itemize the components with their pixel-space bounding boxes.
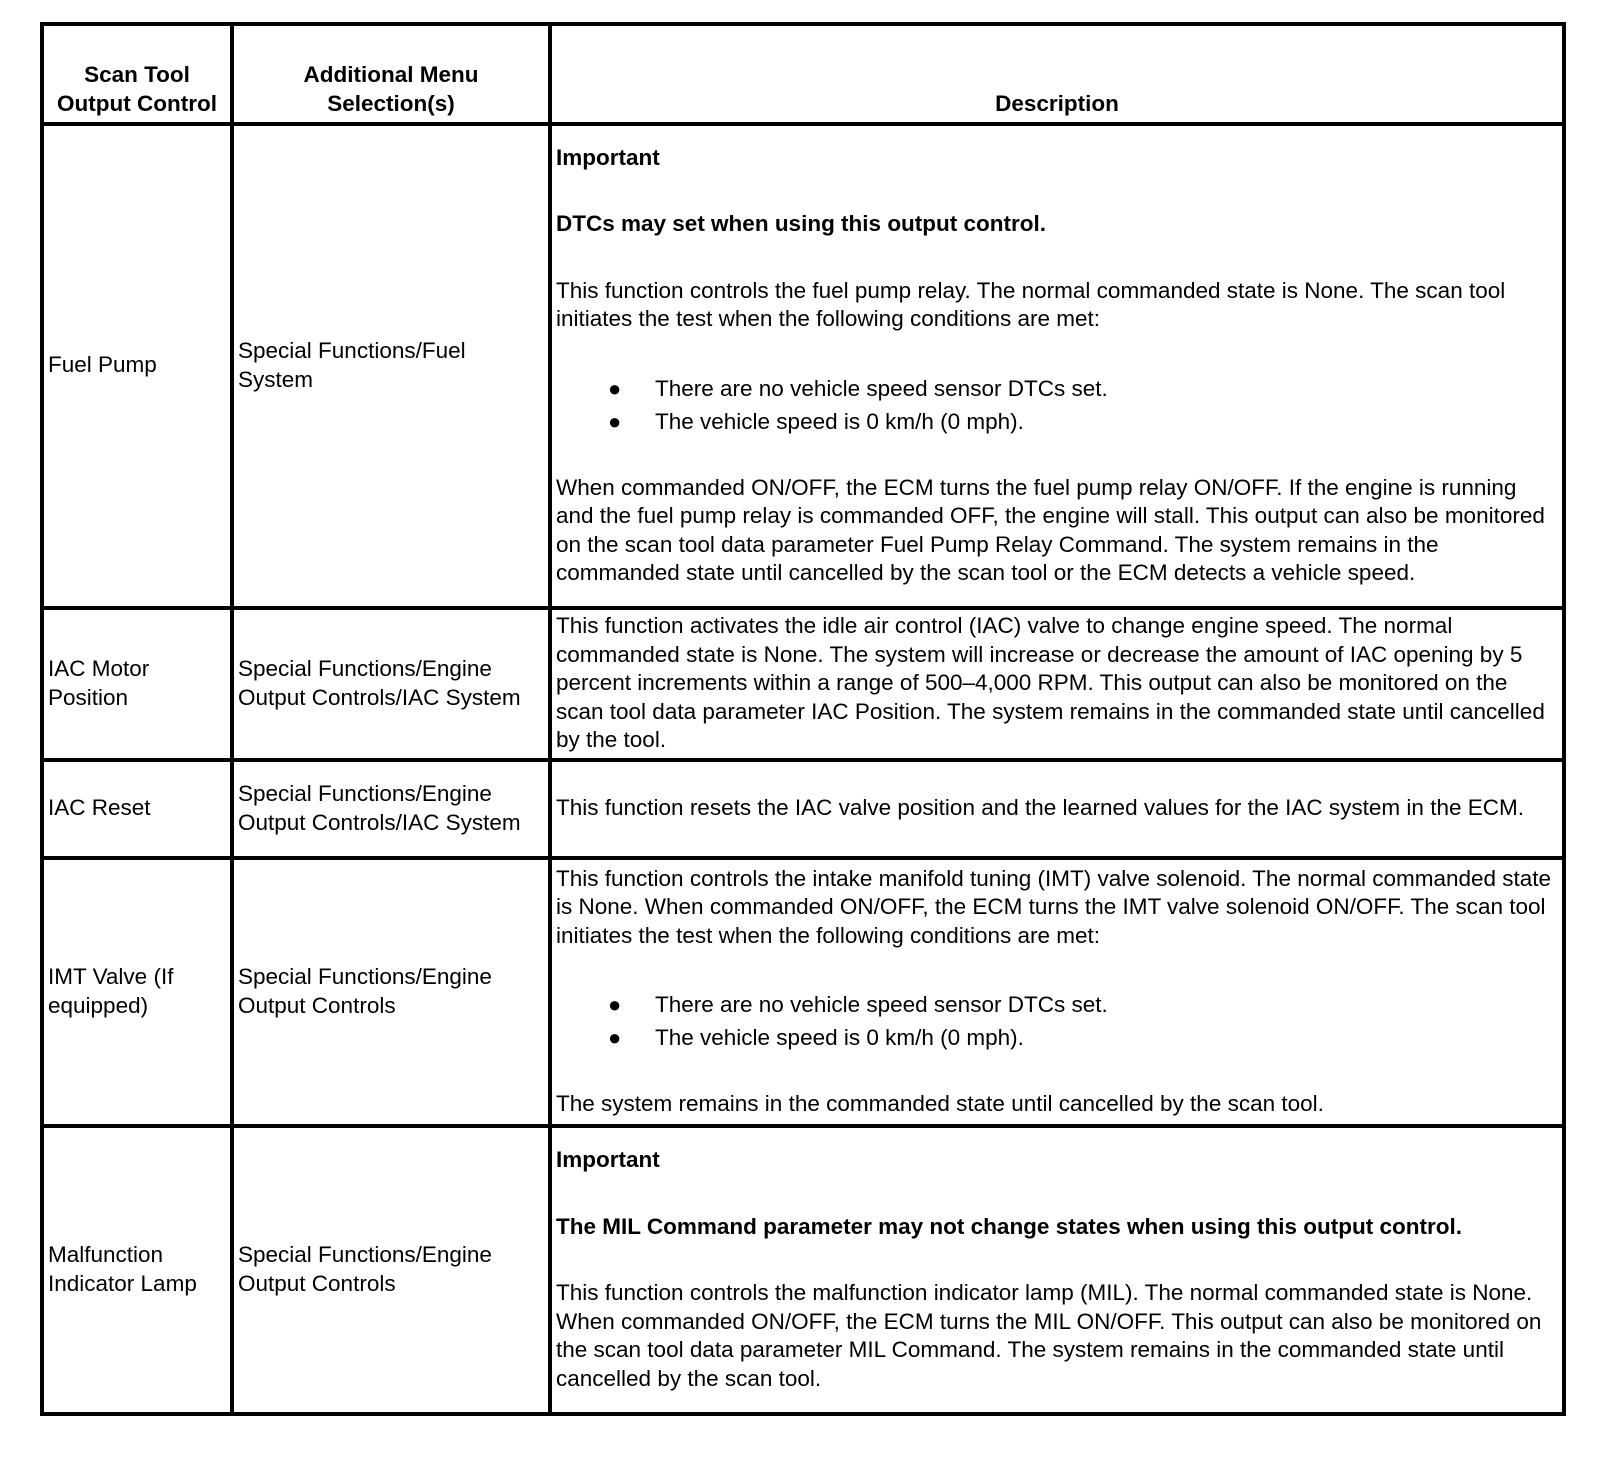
important-label: Important <box>556 1147 660 1172</box>
output-controls-table <box>40 22 1566 1416</box>
bullet-icon: ● <box>608 1025 622 1050</box>
cell-control: IAC Motor Position <box>42 608 232 760</box>
cell-control: IMT Valve (If equipped) <box>42 858 232 1126</box>
cell-description <box>550 124 1564 608</box>
cell-menu: Special Functions/Engine Output Controls <box>232 1126 550 1414</box>
conditions-list <box>556 988 1558 1054</box>
bullet-icon: ● <box>608 408 622 434</box>
description-closing: When commanded ON/OFF, the ECM turns the fuel pump relay ON/OFF. If the engine is running and the fuel pump relay is commanded OFF, the engine will stall. This output can also be monitored on the scan tool data parameter Fuel Pump Relay Command. The system remains in the commanded state until cancelled by the scan tool or the ECM detects a vehicle speed. <box>556 474 1545 585</box>
important-label: Important <box>556 144 660 170</box>
cell-control: IAC Reset <box>42 760 232 858</box>
cell-menu: Special Functions/Fuel System <box>232 124 550 608</box>
list-item: ● The vehicle speed is 0 km/h (0 mph). <box>556 1021 1558 1054</box>
cell-control: Fuel Pump <box>42 124 232 608</box>
table-row-iac-reset <box>42 760 1564 858</box>
important-note: DTCs may set when using this output control. <box>556 211 1047 236</box>
cell-menu: Special Functions/Engine Output Controls/IAC System <box>232 608 550 760</box>
conditions-list <box>556 372 1558 438</box>
bullet-icon: ● <box>608 992 622 1017</box>
list-item: ● The vehicle speed is 0 km/h (0 mph). <box>556 405 1558 438</box>
cell-description <box>550 858 1564 1126</box>
table-row-fuel-pump <box>42 124 1564 608</box>
header-scan-tool-output-control: Scan Tool Output Control <box>42 24 232 124</box>
cell-description <box>550 1126 1564 1414</box>
description-intro: This function controls the fuel pump relay. The normal commanded state is None. The scan tool initiates the test when the following conditions are met: <box>556 277 1506 331</box>
list-item: ● There are no vehicle speed sensor DTCs set. <box>556 988 1558 1021</box>
cell-control: Malfunction Indicator Lamp <box>42 1126 232 1414</box>
bullet-icon: ● <box>608 375 622 401</box>
cell-menu: Special Functions/Engine Output Controls <box>232 858 550 1126</box>
cell-description: This function resets the IAC valve position and the learned values for the IAC system in the ECM. <box>550 760 1564 858</box>
table-row-imt-valve <box>42 858 1564 1126</box>
list-item: ● There are no vehicle speed sensor DTCs set. <box>556 372 1558 405</box>
header-additional-menu-selections: Additional Menu Selection(s) <box>232 24 550 124</box>
cell-description: This function activates the idle air control (IAC) valve to change engine speed. The normal commanded state is None. The system will increase or decrease the amount of IAC opening by 5 percent increments within a range of 500–4,000 RPM. This output can also be monitored on the scan tool data parameter IAC Position. The system remains in the commanded state until cancelled by the tool. <box>550 608 1564 760</box>
description-intro: This function controls the intake manifold tuning (IMT) valve solenoid. The normal commanded state is None. When commanded ON/OFF, the ECM turns the IMT valve solenoid ON/OFF. The scan tool initiates the test when the following conditions are met: <box>556 865 1552 948</box>
description-text: This function controls the malfunction indicator lamp (MIL). The normal commanded state is None. When commanded ON/OFF, the ECM turns the MIL ON/OFF. This output can also be monitored on the scan tool data parameter MIL Command. The system remains in the commanded state until cancelled by the scan tool. <box>556 1280 1542 1391</box>
important-note: The MIL Command parameter may not change states when using this output control. <box>556 1213 1462 1239</box>
table-row-iac-motor-position <box>42 608 1564 760</box>
table-row-malfunction-indicator-lamp <box>42 1126 1564 1414</box>
cell-menu: Special Functions/Engine Output Controls/IAC System <box>232 760 550 858</box>
table-header-row <box>42 24 1564 124</box>
description-closing: The system remains in the commanded state until cancelled by the scan tool. <box>556 1091 1324 1116</box>
header-description: Description <box>550 24 1564 124</box>
